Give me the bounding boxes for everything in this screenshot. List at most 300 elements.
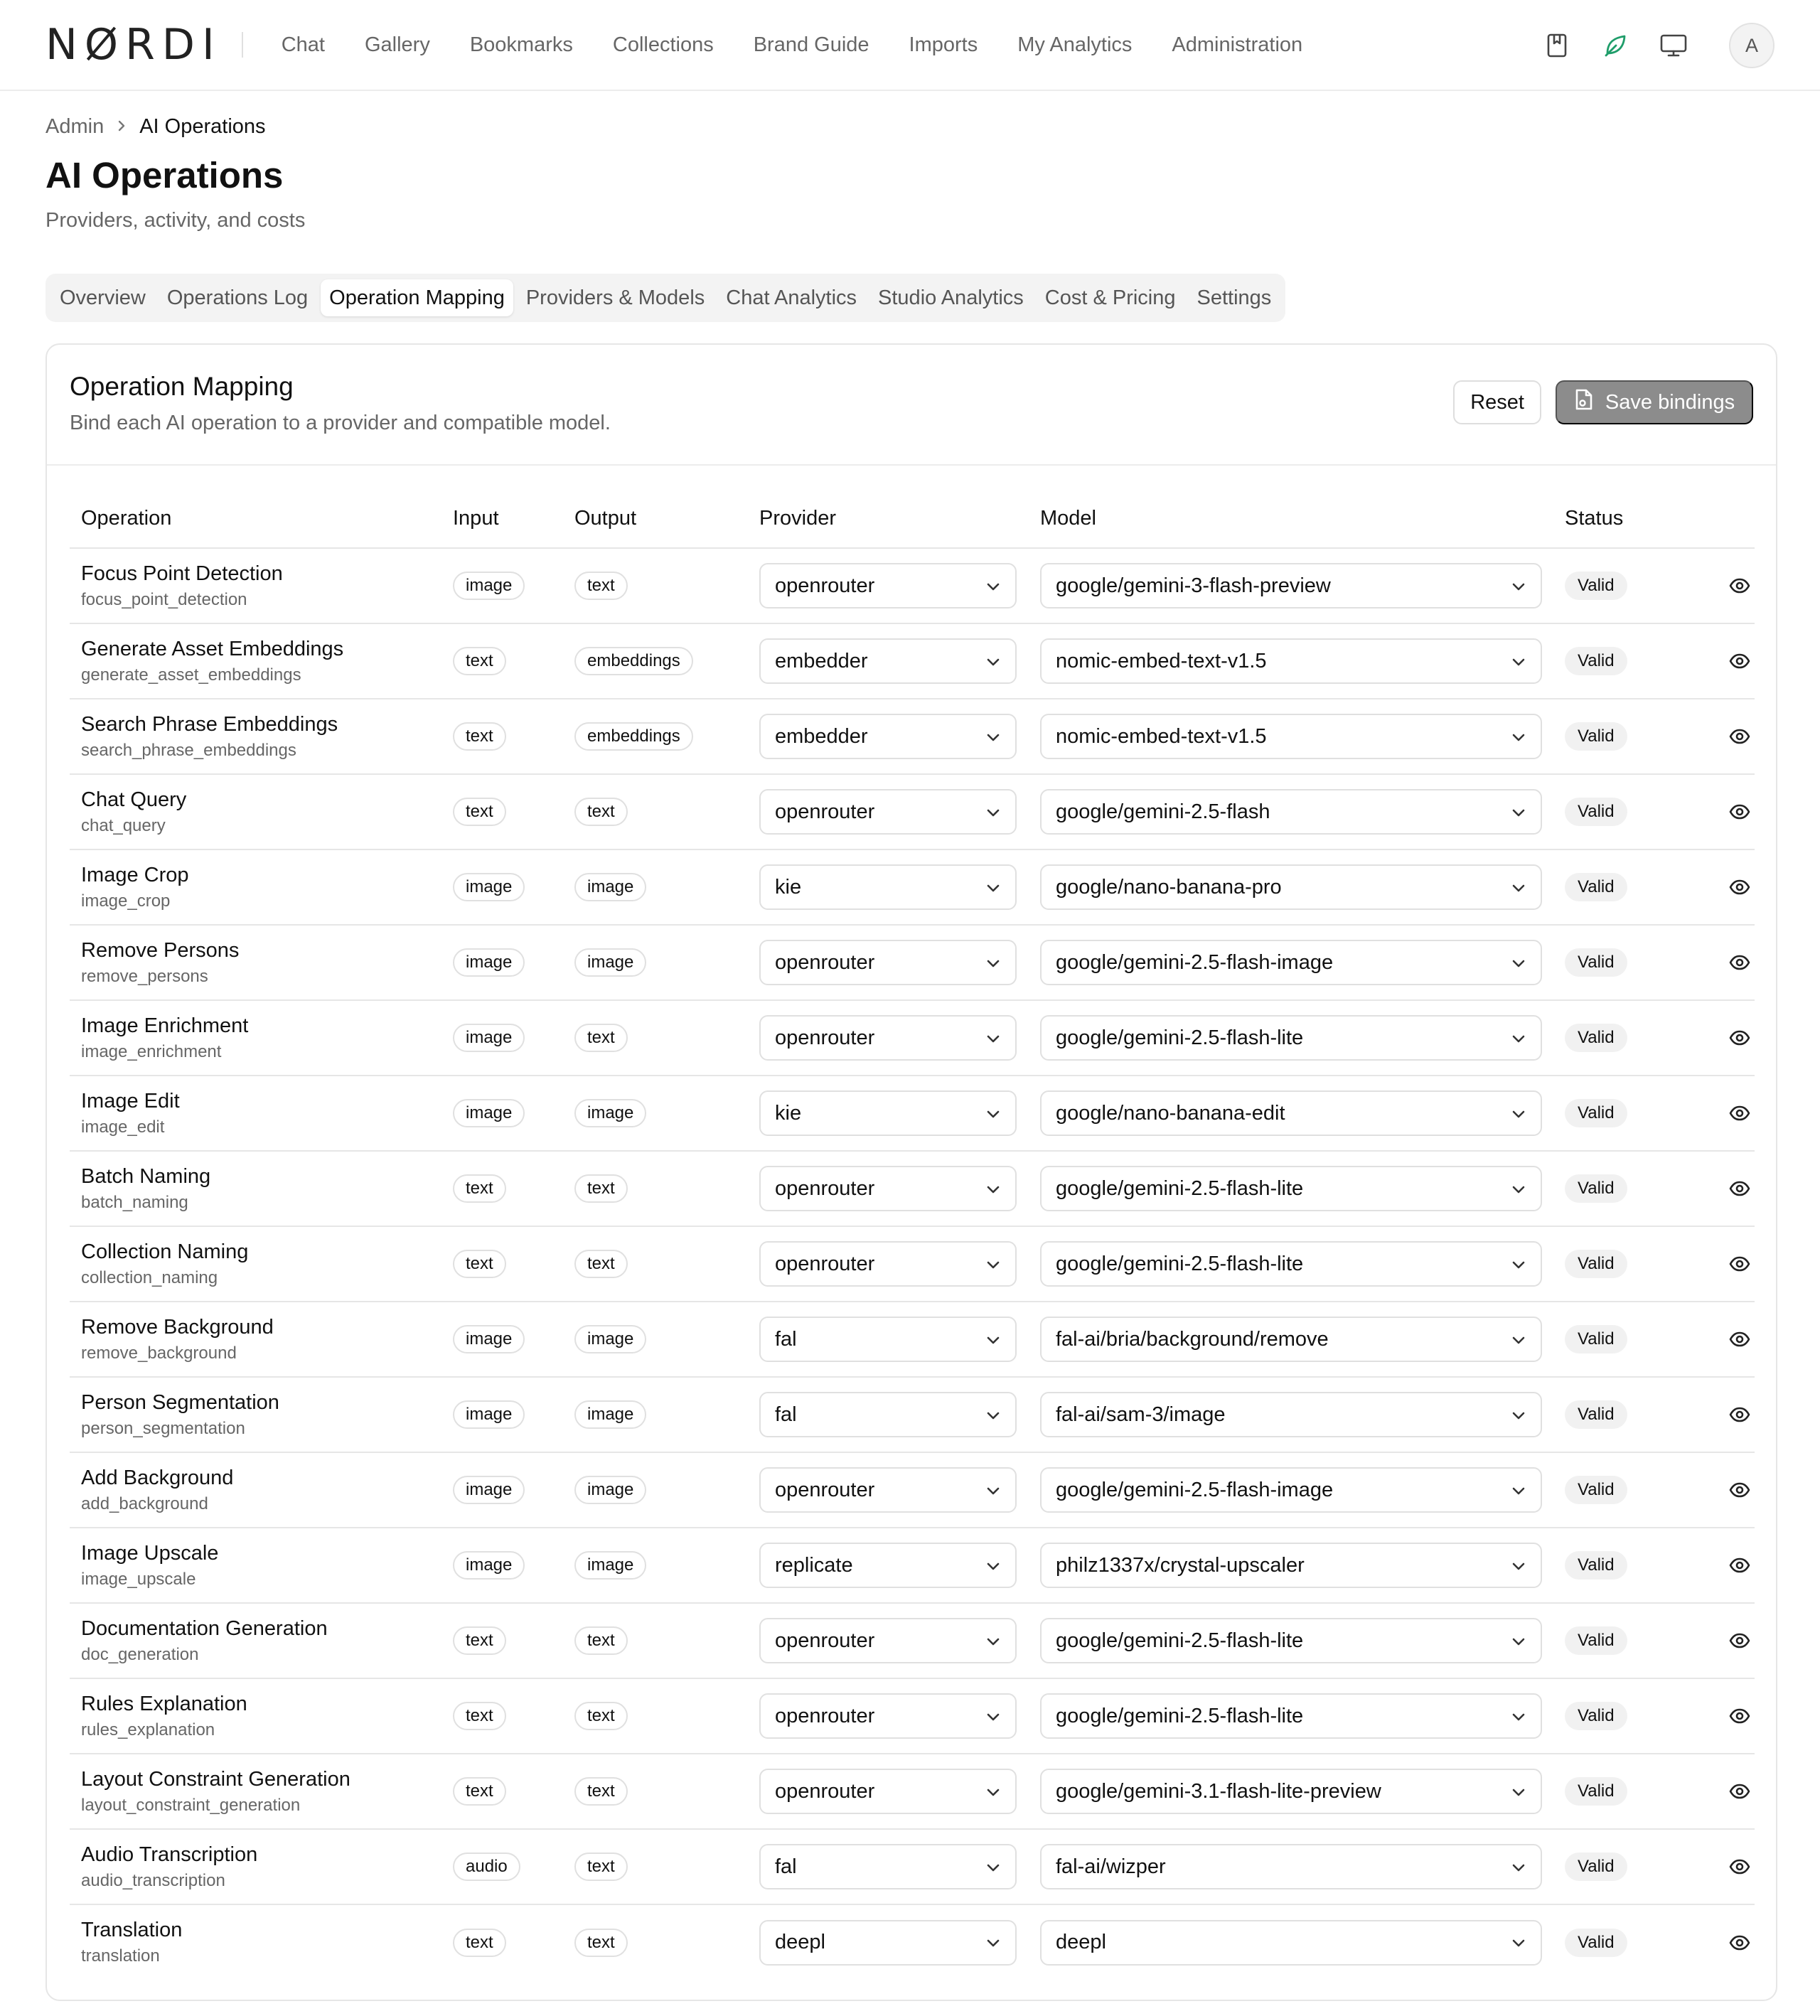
view-details-eye-icon[interactable] — [1701, 1633, 1755, 1648]
model-select[interactable] — [1040, 1920, 1542, 1966]
operation-name: Remove Persons — [81, 938, 240, 962]
input-type-pill: text — [453, 1777, 506, 1806]
model-select-value: google/gemini-2.5-flash-lite — [1056, 1629, 1304, 1652]
chevron-down-icon — [985, 1026, 1001, 1050]
output-cell — [563, 1904, 748, 1980]
tab-operation-mapping[interactable]: Operation Mapping — [321, 279, 513, 316]
actions-cell — [1689, 1302, 1755, 1377]
operation-key: person_segmentation — [81, 1418, 245, 1438]
input-type-pill: image — [453, 1400, 525, 1429]
output-cell — [563, 1528, 748, 1603]
model-select[interactable] — [1040, 1241, 1542, 1287]
model-select[interactable] — [1040, 789, 1542, 835]
table-row — [70, 1829, 1755, 1904]
chevron-down-icon — [985, 1554, 1001, 1577]
actions-cell — [1689, 1829, 1755, 1904]
actions-cell — [1689, 548, 1755, 623]
chevron-down-icon — [985, 574, 1001, 598]
table-row — [70, 1678, 1755, 1754]
operation-cell — [70, 1528, 441, 1603]
input-cell — [441, 1452, 563, 1528]
operation-cell — [70, 1151, 441, 1226]
bookmark-book-icon[interactable] — [1541, 30, 1573, 61]
provider-select[interactable] — [759, 1769, 1017, 1814]
view-details-eye-icon[interactable] — [1701, 1784, 1755, 1799]
model-select[interactable] — [1040, 638, 1542, 684]
model-select-value: google/gemini-2.5-flash — [1056, 800, 1270, 823]
tab-cost-pricing[interactable]: Cost & Pricing — [1044, 286, 1176, 309]
input-type-pill: text — [453, 1174, 506, 1203]
provider-select[interactable] — [759, 1618, 1017, 1663]
provider-select[interactable] — [759, 1090, 1017, 1136]
chevron-right-icon — [117, 115, 127, 139]
actions-cell — [1689, 1076, 1755, 1151]
model-select[interactable] — [1040, 1693, 1542, 1739]
chevron-down-icon — [1511, 1253, 1526, 1276]
column-header-output: Output — [563, 490, 748, 548]
table-row — [70, 1000, 1755, 1076]
operation-key: audio_transcription — [81, 1870, 225, 1890]
status-badge: Valid — [1565, 1702, 1627, 1730]
provider-cell — [748, 699, 1029, 774]
leaf-icon[interactable] — [1600, 30, 1631, 61]
status-cell — [1553, 925, 1689, 1000]
provider-select-value: kie — [775, 875, 802, 899]
output-cell — [563, 1603, 748, 1678]
breadcrumb — [46, 115, 1774, 139]
nav-item-administration[interactable]: Administration — [1172, 33, 1303, 56]
view-details-eye-icon[interactable] — [1701, 1407, 1755, 1422]
user-avatar[interactable]: A — [1729, 23, 1774, 68]
provider-select[interactable] — [759, 940, 1017, 985]
model-cell — [1029, 774, 1553, 849]
input-type-pill: text — [453, 1626, 506, 1655]
output-cell — [563, 1754, 748, 1829]
nav-item-gallery[interactable]: Gallery — [364, 33, 430, 56]
model-select[interactable] — [1040, 1769, 1542, 1814]
chevron-down-icon — [1511, 725, 1526, 749]
actions-cell — [1689, 623, 1755, 699]
output-type-pill: image — [574, 1476, 646, 1504]
provider-select[interactable] — [759, 1166, 1017, 1211]
view-details-eye-icon[interactable] — [1701, 578, 1755, 594]
output-cell — [563, 1377, 748, 1452]
input-cell — [441, 774, 563, 849]
model-cell — [1029, 1000, 1553, 1076]
input-type-pill: image — [453, 1099, 525, 1127]
table-row — [70, 925, 1755, 1000]
provider-select[interactable] — [759, 714, 1017, 759]
nav-item-chat[interactable]: Chat — [281, 33, 325, 56]
chevron-down-icon — [1511, 1554, 1526, 1577]
table-row — [70, 1076, 1755, 1151]
chevron-down-icon — [1511, 1403, 1526, 1427]
output-cell — [563, 925, 748, 1000]
provider-cell — [748, 1452, 1029, 1528]
provider-select[interactable] — [759, 864, 1017, 910]
status-cell — [1553, 1377, 1689, 1452]
operation-name: Image Enrichment — [81, 1014, 249, 1037]
chevron-down-icon — [1511, 1177, 1526, 1201]
operation-name: Rules Explanation — [81, 1692, 247, 1715]
actions-cell — [1689, 699, 1755, 774]
tab-providers-models[interactable]: Providers & Models — [525, 286, 705, 309]
chevron-down-icon — [985, 1855, 1001, 1879]
model-select-value: google/gemini-2.5-flash-lite — [1056, 1026, 1304, 1049]
brand-logo[interactable]: NØRDI — [46, 20, 222, 70]
view-details-eye-icon[interactable] — [1701, 1256, 1755, 1272]
status-cell — [1553, 1151, 1689, 1226]
main-nav — [282, 33, 1302, 57]
operation-name: Layout Constraint Generation — [81, 1767, 350, 1791]
tab-settings[interactable]: Settings — [1197, 286, 1272, 309]
input-cell — [441, 1829, 563, 1904]
provider-select-value: embedder — [775, 724, 868, 748]
status-badge: Valid — [1565, 1250, 1627, 1278]
model-select[interactable] — [1040, 940, 1542, 985]
operation-name: Focus Point Detection — [81, 562, 283, 585]
card-description: Bind each AI operation to a provider and compatible model. — [70, 412, 611, 434]
chevron-down-icon — [985, 650, 1001, 673]
page-content — [0, 115, 1820, 2001]
actions-cell — [1689, 1226, 1755, 1302]
nav-item-imports[interactable]: Imports — [909, 33, 978, 56]
operation-key: image_enrichment — [81, 1041, 222, 1061]
chevron-down-icon — [1511, 1931, 1526, 1954]
status-cell — [1553, 699, 1689, 774]
table-row — [70, 623, 1755, 699]
model-select-value: google/gemini-3.1-flash-lite-preview — [1056, 1779, 1381, 1803]
provider-select[interactable] — [759, 789, 1017, 835]
model-select[interactable] — [1040, 1015, 1542, 1061]
output-cell — [563, 1302, 748, 1377]
input-cell — [441, 1528, 563, 1603]
provider-select[interactable] — [759, 638, 1017, 684]
provider-cell — [748, 1151, 1029, 1226]
chevron-down-icon — [985, 1403, 1001, 1427]
model-select[interactable] — [1040, 1090, 1542, 1136]
input-type-pill: audio — [453, 1853, 520, 1881]
output-cell — [563, 1678, 748, 1754]
actions-cell — [1689, 1528, 1755, 1603]
model-select[interactable] — [1040, 1844, 1542, 1889]
view-details-eye-icon[interactable] — [1701, 1708, 1755, 1724]
provider-select[interactable] — [759, 1467, 1017, 1513]
operation-key: image_crop — [81, 891, 171, 911]
input-type-pill: text — [453, 1929, 506, 1957]
tab-chat-analytics[interactable]: Chat Analytics — [726, 286, 857, 309]
actions-cell — [1689, 774, 1755, 849]
table-row — [70, 849, 1755, 925]
model-select[interactable] — [1040, 1317, 1542, 1362]
view-details-eye-icon[interactable] — [1701, 1105, 1755, 1121]
provider-select[interactable] — [759, 1543, 1017, 1588]
actions-cell — [1689, 1678, 1755, 1754]
provider-cell — [748, 1226, 1029, 1302]
operation-name: Remove Background — [81, 1315, 274, 1339]
view-details-eye-icon[interactable] — [1701, 729, 1755, 744]
operation-cell — [70, 925, 441, 1000]
provider-select[interactable] — [759, 1693, 1017, 1739]
operation-name: Translation — [81, 1919, 183, 1941]
operation-key: rules_explanation — [81, 1720, 215, 1739]
chevron-down-icon — [985, 1705, 1001, 1728]
chevron-down-icon — [1511, 1780, 1526, 1803]
status-badge: Valid — [1565, 798, 1627, 826]
status-cell — [1553, 1829, 1689, 1904]
model-select-value: google/gemini-2.5-flash-lite — [1056, 1252, 1304, 1275]
model-cell — [1029, 1829, 1553, 1904]
model-cell — [1029, 1678, 1553, 1754]
view-details-eye-icon[interactable] — [1701, 1030, 1755, 1046]
status-badge: Valid — [1565, 722, 1627, 751]
save-bindings-label: Save bindings — [1605, 390, 1735, 414]
operation-cell — [70, 1000, 441, 1076]
status-badge: Valid — [1565, 1777, 1627, 1806]
output-type-pill: text — [574, 1702, 628, 1730]
nav-item-brand-guide[interactable]: Brand Guide — [753, 33, 869, 56]
input-type-pill: text — [453, 798, 506, 826]
provider-select[interactable] — [759, 1317, 1017, 1362]
provider-select-value: openrouter — [775, 1478, 875, 1501]
model-select[interactable] — [1040, 1392, 1542, 1437]
actions-cell — [1689, 1754, 1755, 1829]
status-badge: Valid — [1565, 1024, 1627, 1052]
chevron-down-icon — [1511, 650, 1526, 673]
provider-select[interactable] — [759, 1015, 1017, 1061]
input-type-pill: text — [453, 1702, 506, 1730]
operation-key: search_phrase_embeddings — [81, 740, 296, 760]
chevron-down-icon — [985, 1931, 1001, 1954]
save-bindings-button[interactable] — [1556, 380, 1753, 424]
table-row — [70, 699, 1755, 774]
provider-cell — [748, 1000, 1029, 1076]
table-row — [70, 774, 1755, 849]
tab-studio-analytics[interactable]: Studio Analytics — [878, 286, 1024, 309]
chevron-down-icon — [1511, 1026, 1526, 1050]
operation-cell — [70, 1226, 441, 1302]
actions-cell — [1689, 1452, 1755, 1528]
status-cell — [1553, 774, 1689, 849]
status-badge: Valid — [1565, 1929, 1627, 1957]
model-select-value: fal-ai/sam-3/image — [1056, 1403, 1226, 1426]
output-type-pill: embeddings — [574, 722, 693, 751]
model-select-value: deepl — [1056, 1931, 1106, 1953]
file-save-icon — [1574, 388, 1594, 417]
chevron-down-icon — [985, 1102, 1001, 1125]
provider-select-value: openrouter — [775, 1176, 875, 1200]
table-row — [70, 1302, 1755, 1377]
model-cell — [1029, 1377, 1553, 1452]
actions-cell — [1689, 1603, 1755, 1678]
output-type-pill: image — [574, 1551, 646, 1580]
actions-cell — [1689, 1377, 1755, 1452]
chevron-down-icon — [1511, 1328, 1526, 1351]
operation-cell — [70, 1377, 441, 1452]
operation-mapping-table — [70, 490, 1755, 1980]
tab-operations-log[interactable]: Operations Log — [166, 286, 309, 309]
model-select[interactable] — [1040, 864, 1542, 910]
section-tabs — [46, 274, 1285, 322]
model-select-value: google/nano-banana-pro — [1056, 875, 1282, 899]
status-badge: Valid — [1565, 948, 1627, 977]
provider-select-value: kie — [775, 1101, 802, 1125]
provider-cell — [748, 925, 1029, 1000]
operation-mapping-card — [46, 343, 1777, 2001]
input-type-pill: text — [453, 722, 506, 751]
model-select[interactable] — [1040, 1543, 1542, 1588]
chevron-down-icon — [1511, 876, 1526, 899]
model-select[interactable] — [1040, 1166, 1542, 1211]
status-cell — [1553, 548, 1689, 623]
provider-select-value: openrouter — [775, 574, 875, 597]
status-badge: Valid — [1565, 1476, 1627, 1504]
input-cell — [441, 849, 563, 925]
table-row — [70, 1226, 1755, 1302]
input-type-pill: text — [453, 647, 506, 675]
provider-select-value: openrouter — [775, 1252, 875, 1275]
chevron-down-icon — [985, 1253, 1001, 1276]
output-cell — [563, 548, 748, 623]
status-badge: Valid — [1565, 1174, 1627, 1203]
model-cell — [1029, 849, 1553, 925]
operation-name: Add Background — [81, 1466, 234, 1489]
model-cell — [1029, 548, 1553, 623]
input-cell — [441, 1678, 563, 1754]
model-select-value: google/gemini-2.5-flash-image — [1056, 1478, 1334, 1501]
output-cell — [563, 623, 748, 699]
provider-cell — [748, 548, 1029, 623]
output-cell — [563, 1452, 748, 1528]
output-type-pill: image — [574, 1325, 646, 1353]
table-row — [70, 1754, 1755, 1829]
operation-name: Collection Naming — [81, 1240, 249, 1263]
input-cell — [441, 1377, 563, 1452]
operation-cell — [70, 1302, 441, 1377]
view-details-eye-icon[interactable] — [1701, 879, 1755, 895]
chevron-down-icon — [1511, 1705, 1526, 1728]
output-type-pill: text — [574, 1853, 628, 1881]
provider-cell — [748, 849, 1029, 925]
view-details-eye-icon[interactable] — [1701, 1331, 1755, 1347]
output-type-pill: text — [574, 1626, 628, 1655]
model-select-value: google/nano-banana-edit — [1056, 1101, 1285, 1125]
status-cell — [1553, 849, 1689, 925]
provider-select[interactable] — [759, 1844, 1017, 1889]
operation-key: remove_persons — [81, 966, 208, 986]
provider-cell — [748, 1528, 1029, 1603]
output-type-pill: image — [574, 948, 646, 977]
model-cell — [1029, 623, 1553, 699]
provider-select-value: openrouter — [775, 1704, 875, 1727]
provider-cell — [748, 1904, 1029, 1980]
view-details-eye-icon[interactable] — [1701, 1859, 1755, 1875]
view-details-eye-icon[interactable] — [1701, 1557, 1755, 1573]
nav-item-bookmarks[interactable]: Bookmarks — [469, 33, 573, 56]
actions-cell — [1689, 1000, 1755, 1076]
operation-cell — [70, 623, 441, 699]
nav-item-my-analytics[interactable]: My Analytics — [1017, 33, 1133, 56]
operation-cell — [70, 1076, 441, 1151]
status-badge: Valid — [1565, 1325, 1627, 1353]
tab-overview[interactable]: Overview — [60, 286, 146, 309]
input-cell — [441, 1226, 563, 1302]
view-details-eye-icon[interactable] — [1701, 1935, 1755, 1951]
provider-cell — [748, 1603, 1029, 1678]
view-details-eye-icon[interactable] — [1701, 1181, 1755, 1196]
provider-select[interactable] — [759, 563, 1017, 608]
view-details-eye-icon[interactable] — [1701, 955, 1755, 970]
reset-button[interactable]: Reset — [1453, 380, 1541, 424]
output-cell — [563, 774, 748, 849]
breadcrumb-admin-link[interactable]: Admin — [46, 115, 105, 138]
model-cell — [1029, 1151, 1553, 1226]
input-type-pill: text — [453, 1250, 506, 1278]
chevron-down-icon — [985, 1479, 1001, 1502]
status-cell — [1553, 1076, 1689, 1151]
operation-name: Person Segmentation — [81, 1390, 279, 1414]
model-select[interactable] — [1040, 714, 1542, 759]
model-select[interactable] — [1040, 1618, 1542, 1663]
input-cell — [441, 1603, 563, 1678]
breadcrumb-current: AI Operations — [139, 115, 266, 138]
operation-key: layout_constraint_generation — [81, 1795, 301, 1815]
chevron-down-icon — [1511, 951, 1526, 975]
provider-select[interactable] — [759, 1241, 1017, 1287]
logo-divider — [242, 32, 243, 58]
model-select-value: google/gemini-2.5-flash-lite — [1056, 1176, 1304, 1200]
nav-item-collections[interactable]: Collections — [612, 33, 714, 56]
provider-cell — [748, 1076, 1029, 1151]
input-cell — [441, 1151, 563, 1226]
status-cell — [1553, 1000, 1689, 1076]
output-type-pill: image — [574, 1400, 646, 1429]
operation-key: image_upscale — [81, 1569, 196, 1589]
model-cell — [1029, 925, 1553, 1000]
provider-select[interactable] — [759, 1920, 1017, 1966]
view-details-eye-icon[interactable] — [1701, 1482, 1755, 1498]
input-cell — [441, 548, 563, 623]
status-cell — [1553, 623, 1689, 699]
chevron-down-icon — [985, 725, 1001, 749]
input-type-pill: image — [453, 1024, 525, 1052]
input-type-pill: image — [453, 572, 525, 600]
monitor-icon[interactable] — [1658, 30, 1689, 61]
chevron-down-icon — [985, 1177, 1001, 1201]
provider-select-value: openrouter — [775, 1629, 875, 1652]
output-type-pill: image — [574, 873, 646, 901]
output-cell — [563, 1151, 748, 1226]
output-type-pill: embeddings — [574, 647, 693, 675]
model-cell — [1029, 1226, 1553, 1302]
model-select[interactable] — [1040, 1467, 1542, 1513]
view-details-eye-icon[interactable] — [1701, 653, 1755, 669]
chevron-down-icon — [1511, 574, 1526, 598]
chevron-down-icon — [985, 876, 1001, 899]
model-select[interactable] — [1040, 563, 1542, 608]
page-subtitle: Providers, activity, and costs — [46, 209, 306, 232]
chevron-down-icon — [985, 800, 1001, 824]
provider-select[interactable] — [759, 1392, 1017, 1437]
operation-cell — [70, 1829, 441, 1904]
input-type-pill: image — [453, 948, 525, 977]
operation-cell — [70, 1754, 441, 1829]
status-badge: Valid — [1565, 1853, 1627, 1881]
provider-select-value: deepl — [775, 1931, 825, 1953]
operation-name: Chat Query — [81, 788, 187, 811]
view-details-eye-icon[interactable] — [1701, 804, 1755, 820]
status-cell — [1553, 1678, 1689, 1754]
